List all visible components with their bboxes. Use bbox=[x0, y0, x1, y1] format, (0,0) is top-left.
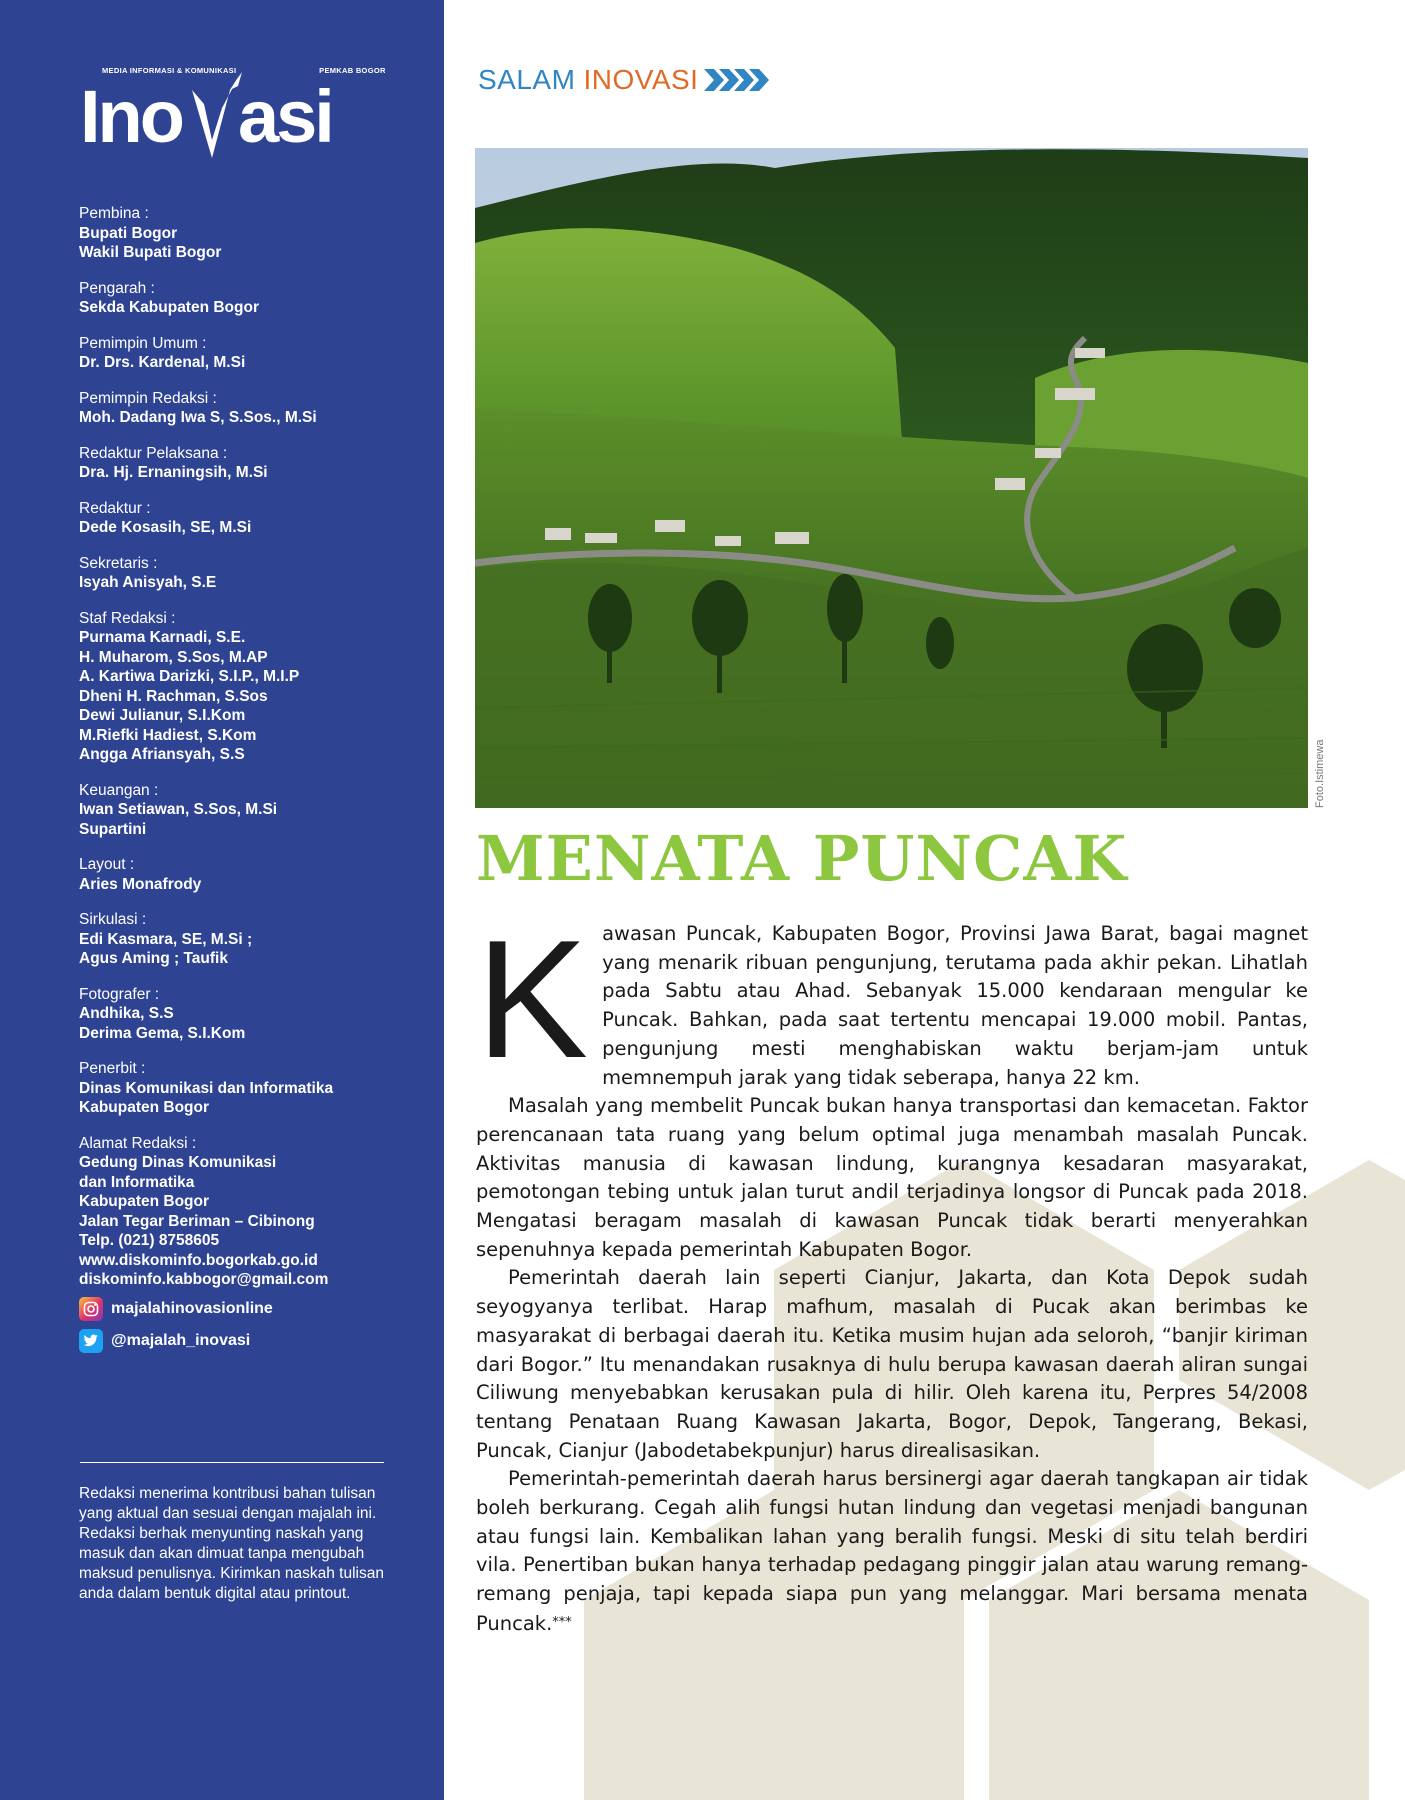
photo-credit: Foto.Istimewa bbox=[1314, 739, 1326, 808]
masthead-name: Aries Monafrody bbox=[79, 875, 202, 893]
end-mark: *** bbox=[552, 1614, 572, 1630]
article-headline: MENATA PUNCAK bbox=[476, 822, 1128, 895]
masthead-group bbox=[79, 499, 419, 538]
masthead-role-label: Pemimpin Redaksi : bbox=[79, 389, 217, 407]
masthead-name: Isyah Anisyah, S.E bbox=[79, 574, 217, 591]
masthead-group bbox=[79, 1134, 419, 1354]
chevrons-icon bbox=[704, 67, 782, 93]
masthead-name: Dr. Drs. Kardenal, M.Si bbox=[79, 354, 246, 371]
masthead-name: www.diskominfo.bogorkab.go.id bbox=[79, 1251, 318, 1269]
article-body bbox=[476, 905, 1308, 1639]
masthead-role-label: Layout : bbox=[79, 856, 135, 873]
masthead-name: Dede Kosasih, SE, M.Si bbox=[79, 519, 252, 536]
logo-tagline-right: PEMKAB BOGOR bbox=[319, 66, 386, 75]
masthead-role-label: Redaktur : bbox=[79, 499, 151, 517]
instagram-link[interactable] bbox=[79, 1296, 419, 1322]
masthead-name: Bupati Bogor bbox=[79, 224, 178, 242]
article-paragraph bbox=[476, 905, 1308, 1093]
masthead-role-label: Redaktur Pelaksana : bbox=[79, 444, 228, 462]
masthead-name: diskominfo.kabbogor@gmail.com bbox=[79, 1271, 329, 1288]
masthead-name: dan Informatika bbox=[79, 1173, 195, 1191]
masthead-role-label: Pengarah : bbox=[79, 279, 155, 297]
section-label-inovasi: INOVASI bbox=[583, 64, 699, 95]
drop-cap: K bbox=[476, 905, 589, 1093]
masthead-group bbox=[79, 985, 419, 1044]
masthead-name: M.Riefki Hadiest, S.Kom bbox=[79, 726, 257, 744]
logo-wordmark-graphic bbox=[80, 68, 360, 164]
masthead-name: Wakil Bupati Bogor bbox=[79, 244, 222, 261]
masthead-group bbox=[79, 334, 419, 373]
masthead-name: Dinas Komunikasi dan Informatika bbox=[79, 1079, 334, 1097]
masthead-role-label: Sekretaris : bbox=[79, 554, 158, 572]
masthead-name: Edi Kasmara, SE, M.Si ; bbox=[79, 930, 253, 948]
masthead-name: Supartini bbox=[79, 820, 147, 838]
masthead-name: Dheni H. Rachman, S.Sos bbox=[79, 687, 268, 705]
masthead-group bbox=[79, 444, 419, 483]
paragraph-text: Pemerintah-pemerintah daerah harus bersinergi agar daerah tangkapan air tidak boleh berkurang. Cegah alih fungsi hutan lindung dan vegetasi menjadi bangunan atau fungsi lain. Kembalikan lahan yang beralih fungsi. Meski di situ telah berdiri vila. Penertiban bukan hanya terhadap pedagang pinggir jalan atau warung remang-remang penjaja, tapi kepada siapa pun yang melanggar. Mari bersama menata Puncak. bbox=[476, 1467, 1308, 1635]
section-label bbox=[478, 64, 782, 96]
masthead-name: Gedung Dinas Komunikasi bbox=[79, 1154, 277, 1171]
paragraph-text: awasan Puncak, Kabupaten Bogor, Provinsi Jawa Barat, bagai magnet yang menarik ribuan pengunjung, terutama pada akhir pekan. Lihatlah pada Sabtu atau Ahad. Sebanyak 15.000 kendaraan mengular ke Puncak. Bahkan, pada saat tertentu mencapai 19.000 mobil. Pantas, pengunjung mesti menghabiskan waktu berjam-jam untuk memnempuh jarak yang tidak seberapa, hanya 22 km. bbox=[602, 922, 1308, 1089]
logo-tagline-left: MEDIA INFORMASI & KOMUNIKASI bbox=[102, 66, 237, 75]
masthead-group bbox=[79, 389, 419, 428]
masthead-name: Telp. (021) 8758605 bbox=[79, 1232, 220, 1249]
svg-text:asi: asi bbox=[238, 75, 332, 158]
masthead-name: H. Muharom, S.Sos, M.AP bbox=[79, 648, 268, 666]
masthead-name: Purnama Karnadi, S.E. bbox=[79, 629, 246, 646]
masthead-group bbox=[79, 204, 419, 263]
masthead-name: Iwan Setiawan, S.Sos, M.Si bbox=[79, 801, 278, 818]
contribution-note: Redaksi menerima kontribusi bahan tulisan yang aktual dan sesuai dengan majalah ini. Redaksi berhak menyunting naskah yang masuk dan akan dimuat tanpa mengubah maksud penulisnya. Kirimkan naskah tulisan anda dalam bentuk digital atau printout. bbox=[79, 1485, 384, 1602]
masthead-group bbox=[79, 279, 419, 318]
masthead-group bbox=[79, 554, 419, 593]
twitter-link[interactable] bbox=[79, 1328, 419, 1354]
masthead-name: Dra. Hj. Ernaningsih, M.Si bbox=[79, 464, 268, 481]
masthead-name: Sekda Kabupaten Bogor bbox=[79, 299, 259, 316]
masthead-role-label: Keuangan : bbox=[79, 781, 159, 799]
masthead-name: Kabupaten Bogor bbox=[79, 1099, 210, 1116]
article-paragraph bbox=[476, 1465, 1308, 1638]
article-paragraph: Masalah yang membelit Puncak bukan hanya transportasi dan kemacetan. Faktor perencanaan tata ruang yang belum optimal juga menambah masalah Puncak. Aktivitas manusia di kawasan lindung, kurangnya kesadaran masyarakat, pemotongan tebing untuk jalan turut andil terjadinya longsor di Puncak pada 2018. Mengatasi beragam masalah di kawasan Puncak tidak berarti menyerahkan sepenuhnya kepada pemerintah Kabupaten Bogor. bbox=[476, 1094, 1308, 1261]
masthead-name: Jalan Tegar Beriman – Cibinong bbox=[79, 1212, 315, 1230]
puncak-landscape-photo bbox=[475, 148, 1308, 808]
masthead-role-label: Staf Redaksi : bbox=[79, 609, 176, 627]
masthead-group bbox=[79, 855, 419, 894]
section-label-salam: SALAM bbox=[478, 64, 576, 95]
masthead-name: Angga Afriansyah, S.S bbox=[79, 746, 245, 763]
masthead-role-label: Pemimpin Umum : bbox=[79, 334, 207, 352]
masthead-name: Derima Gema, S.I.Kom bbox=[79, 1024, 246, 1042]
masthead-name: Dewi Julianur, S.I.Kom bbox=[79, 707, 246, 724]
svg-text:Ino: Ino bbox=[80, 75, 182, 158]
masthead-name: Kabupaten Bogor bbox=[79, 1193, 210, 1210]
inovasi-logo bbox=[78, 58, 386, 158]
masthead-role-label: Penerbit : bbox=[79, 1060, 146, 1077]
masthead-group bbox=[79, 1059, 419, 1118]
masthead-group bbox=[79, 910, 419, 969]
masthead-name: Moh. Dadang Iwa S, S.Sos., M.Si bbox=[79, 409, 317, 426]
logo-wordmark bbox=[80, 68, 360, 177]
masthead-name: Andhika, S.S bbox=[79, 1005, 174, 1022]
twitter-icon bbox=[79, 1329, 103, 1353]
masthead-role-label: Alamat Redaksi : bbox=[79, 1134, 197, 1152]
sidebar-divider bbox=[80, 1462, 384, 1463]
masthead-credits bbox=[79, 204, 419, 1354]
article-paragraph: Pemerintah daerah lain seperti Cianjur, Jakarta, dan Kota Depok sudah seyogyanya terlibat. Harap mafhum, masalah di Pucak akan berimbas ke masyarakat di berbagai daerah itu. Ketika musim hujan ada seloroh, “banjir kiriman dari Bogor.” Itu menandakan rusaknya di hulu berupa kawasan daerah aliran sungai Ciliwung menyebabkan kerusakan pula di hilir. Oleh karena itu, Perpres 54/2008 tentang Penataan Ruang Kawasan Jakarta, Bogor, Depok, Tangerang, Bekasi, Puncak, Cianjur (Jabodetabekpunjur) harus direalisasikan. bbox=[476, 1266, 1308, 1462]
masthead-name: A. Kartiwa Darizki, S.I.P., M.I.P bbox=[79, 668, 300, 685]
masthead-sidebar bbox=[0, 0, 444, 1800]
masthead-role-label: Fotografer : bbox=[79, 985, 160, 1003]
instagram-icon bbox=[79, 1297, 103, 1321]
masthead-role-label: Pembina : bbox=[79, 205, 149, 222]
masthead-name: Agus Aming ; Taufik bbox=[79, 950, 228, 967]
masthead-group bbox=[79, 781, 419, 840]
masthead-group bbox=[79, 609, 419, 765]
twitter-handle: @majalah_inovasi bbox=[111, 1331, 251, 1349]
instagram-handle: majalahinovasionline bbox=[111, 1299, 273, 1317]
masthead-role-label: Sirkulasi : bbox=[79, 911, 147, 928]
